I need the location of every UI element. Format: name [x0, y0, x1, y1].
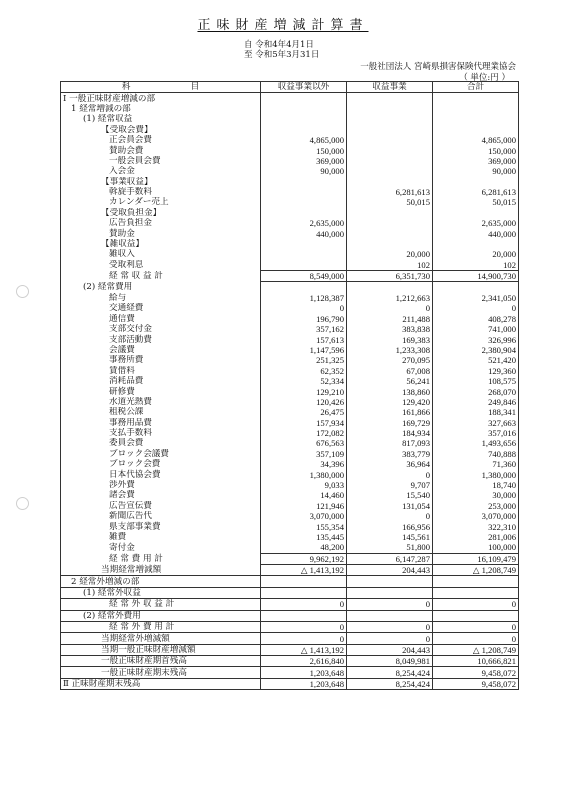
row-label: 一般正味財産期首残高	[61, 656, 261, 667]
value-non-profit	[261, 125, 347, 135]
value-total: 0	[433, 303, 519, 313]
value-profit: 166,956	[347, 521, 433, 531]
row-label: (1) 経常収益	[61, 114, 261, 124]
value-non-profit	[261, 197, 347, 207]
row-label: 水道光熱費	[61, 397, 261, 407]
value-profit	[347, 93, 433, 104]
table-row	[61, 633, 519, 644]
value-non-profit: 369,000	[261, 156, 347, 166]
value-total	[433, 282, 519, 293]
value-non-profit	[261, 208, 347, 218]
value-total: 50,015	[433, 197, 519, 207]
value-total: 30,000	[433, 490, 519, 500]
value-non-profit: 0	[261, 633, 347, 644]
table-row	[61, 532, 519, 542]
value-non-profit	[261, 93, 347, 104]
column-header-non-profit: 収益事業以外	[261, 82, 347, 93]
value-non-profit: 0	[261, 621, 347, 632]
row-label: 給与	[61, 293, 261, 303]
value-total: 327,663	[433, 418, 519, 428]
row-label: 研修費	[61, 386, 261, 396]
value-total: 326,996	[433, 334, 519, 344]
value-total: △ 1,208,749	[433, 564, 519, 575]
table-row	[61, 667, 519, 678]
value-profit: 270,095	[347, 355, 433, 365]
statement-table	[60, 81, 519, 690]
table-row	[61, 187, 519, 197]
table-row	[61, 366, 519, 376]
row-label: 渉外費	[61, 480, 261, 490]
value-total: 740,888	[433, 449, 519, 459]
table-row	[61, 501, 519, 511]
value-total: 2,380,904	[433, 345, 519, 355]
table-row	[61, 208, 519, 218]
value-total: 408,278	[433, 314, 519, 324]
value-non-profit: 0	[261, 599, 347, 610]
row-label: 【事業収益】	[61, 177, 261, 187]
value-non-profit: 150,000	[261, 145, 347, 155]
table-row	[61, 621, 519, 632]
value-total: 2,635,000	[433, 218, 519, 228]
value-profit: 1,233,308	[347, 345, 433, 355]
table-row	[61, 469, 519, 479]
row-label: 賃借料	[61, 366, 261, 376]
value-profit	[347, 145, 433, 155]
table-row	[61, 587, 519, 598]
value-non-profit: △ 1,413,192	[261, 564, 347, 575]
table-row	[61, 125, 519, 135]
value-profit	[347, 114, 433, 124]
value-profit	[347, 177, 433, 187]
value-profit	[347, 135, 433, 145]
value-profit: 204,443	[347, 644, 433, 655]
value-total: 0	[433, 633, 519, 644]
column-header-total: 合計	[433, 82, 519, 93]
table-row	[61, 228, 519, 238]
row-label: 租税公課	[61, 407, 261, 417]
value-total	[433, 610, 519, 621]
table-row	[61, 521, 519, 531]
row-label: 【受取会費】	[61, 125, 261, 135]
value-total: 14,900,730	[433, 271, 519, 282]
row-label: 賛助金	[61, 228, 261, 238]
value-profit: 1,212,663	[347, 293, 433, 303]
value-profit	[347, 239, 433, 249]
value-total: 268,070	[433, 386, 519, 396]
value-profit	[347, 166, 433, 176]
value-profit: 8,049,981	[347, 656, 433, 667]
value-total: 2,341,050	[433, 293, 519, 303]
value-profit: 6,351,730	[347, 271, 433, 282]
column-header-item: 科 目	[61, 82, 261, 93]
period-to: 至 令和5年3月31日	[244, 50, 320, 60]
value-total: 741,000	[433, 324, 519, 334]
value-profit: 0	[347, 469, 433, 479]
table-row	[61, 145, 519, 155]
value-total: 20,000	[433, 249, 519, 259]
value-profit: 67,008	[347, 366, 433, 376]
table-row	[61, 599, 519, 610]
value-total	[433, 177, 519, 187]
value-non-profit: 120,426	[261, 397, 347, 407]
row-label: 経 常 外 収 益 計	[61, 599, 261, 610]
value-profit: 15,540	[347, 490, 433, 500]
value-non-profit	[261, 187, 347, 197]
table-row	[61, 166, 519, 176]
row-label: 消耗品費	[61, 376, 261, 386]
value-total	[433, 93, 519, 104]
value-total: 108,575	[433, 376, 519, 386]
value-profit	[347, 125, 433, 135]
value-profit	[347, 228, 433, 238]
value-non-profit: 135,445	[261, 532, 347, 542]
value-profit: 383,779	[347, 449, 433, 459]
value-non-profit: 1,128,387	[261, 293, 347, 303]
value-non-profit: 9,033	[261, 480, 347, 490]
value-profit: 204,443	[347, 564, 433, 575]
row-label: ブロック会議費	[61, 449, 261, 459]
value-non-profit: △ 1,413,192	[261, 644, 347, 655]
table-row	[61, 418, 519, 428]
row-label: Ⅰ 一般正味財産増減の部	[61, 93, 261, 104]
value-non-profit	[261, 239, 347, 249]
table-row	[61, 459, 519, 469]
table-row	[61, 438, 519, 448]
value-total: 322,310	[433, 521, 519, 531]
table-row	[61, 576, 519, 587]
value-total: 253,000	[433, 501, 519, 511]
value-profit: 161,866	[347, 407, 433, 417]
period-from: 自 令和4年4月1日	[244, 40, 314, 50]
value-profit: 0	[347, 633, 433, 644]
row-label: 入会金	[61, 166, 261, 176]
table-row	[61, 197, 519, 207]
row-label: 寄付金	[61, 542, 261, 553]
value-profit: 20,000	[347, 249, 433, 259]
value-non-profit	[261, 249, 347, 259]
value-total: 6,281,613	[433, 187, 519, 197]
value-non-profit: 9,962,192	[261, 553, 347, 564]
table-row	[61, 239, 519, 249]
table-row	[61, 249, 519, 259]
value-non-profit: 3,070,000	[261, 511, 347, 521]
value-non-profit: 26,475	[261, 407, 347, 417]
table-row	[61, 271, 519, 282]
value-non-profit: 48,200	[261, 542, 347, 553]
value-non-profit: 14,460	[261, 490, 347, 500]
table-row	[61, 303, 519, 313]
table-header-row	[61, 82, 519, 93]
table-row	[61, 93, 519, 104]
table-row	[61, 656, 519, 667]
value-non-profit: 1,147,596	[261, 345, 347, 355]
value-non-profit	[261, 587, 347, 598]
row-label: 斡旋手数料	[61, 187, 261, 197]
value-total	[433, 587, 519, 598]
row-label: 賛助会費	[61, 145, 261, 155]
value-non-profit: 357,109	[261, 449, 347, 459]
value-non-profit: 251,325	[261, 355, 347, 365]
value-non-profit: 1,380,000	[261, 469, 347, 479]
punch-hole-mark	[16, 285, 29, 298]
row-label: 経 常 費 用 計	[61, 553, 261, 564]
value-non-profit	[261, 104, 347, 114]
table-row	[61, 355, 519, 365]
row-label: 当期経常外増減額	[61, 633, 261, 644]
value-profit: 145,561	[347, 532, 433, 542]
value-profit	[347, 282, 433, 293]
row-label: ブロック会費	[61, 459, 261, 469]
value-non-profit: 676,563	[261, 438, 347, 448]
value-non-profit: 52,334	[261, 376, 347, 386]
value-profit: 131,054	[347, 501, 433, 511]
value-non-profit: 8,549,000	[261, 271, 347, 282]
value-profit: 184,934	[347, 428, 433, 438]
value-profit	[347, 610, 433, 621]
table-row	[61, 324, 519, 334]
value-profit	[347, 587, 433, 598]
row-label: Ⅱ 正味財産期末残高	[61, 678, 261, 689]
value-profit: 169,729	[347, 418, 433, 428]
value-total: 90,000	[433, 166, 519, 176]
row-label: 交通経費	[61, 303, 261, 313]
table-row	[61, 542, 519, 553]
table-row	[61, 386, 519, 396]
value-non-profit	[261, 610, 347, 621]
row-label: 広告負担金	[61, 218, 261, 228]
table-row	[61, 480, 519, 490]
value-profit	[347, 104, 433, 114]
value-profit: 0	[347, 511, 433, 521]
row-label: 新聞広告代	[61, 511, 261, 521]
value-profit: 817,093	[347, 438, 433, 448]
row-label: 会議費	[61, 345, 261, 355]
table-row	[61, 428, 519, 438]
row-label: 【受取負担金】	[61, 208, 261, 218]
value-profit: 169,383	[347, 334, 433, 344]
value-profit	[347, 576, 433, 587]
value-non-profit: 62,352	[261, 366, 347, 376]
row-label: 1 経常増減の部	[61, 104, 261, 114]
value-profit: 0	[347, 621, 433, 632]
table-row	[61, 345, 519, 355]
value-non-profit: 1,203,648	[261, 678, 347, 689]
row-label: 【雑収益】	[61, 239, 261, 249]
value-total: 18,740	[433, 480, 519, 490]
value-non-profit: 440,000	[261, 228, 347, 238]
table-row	[61, 114, 519, 124]
row-label: 正会員会費	[61, 135, 261, 145]
value-profit: 8,254,424	[347, 678, 433, 689]
value-total: 102	[433, 260, 519, 271]
table-row	[61, 553, 519, 564]
value-profit: 102	[347, 260, 433, 271]
row-label: 経 常 収 益 計	[61, 271, 261, 282]
value-non-profit: 129,210	[261, 386, 347, 396]
value-profit	[347, 156, 433, 166]
value-total	[433, 239, 519, 249]
table-row	[61, 397, 519, 407]
row-label: 2 経常外増減の部	[61, 576, 261, 587]
table-row	[61, 218, 519, 228]
value-non-profit: 1,203,648	[261, 667, 347, 678]
value-non-profit: 157,613	[261, 334, 347, 344]
value-total: 9,458,072	[433, 667, 519, 678]
value-profit: 211,488	[347, 314, 433, 324]
row-label: 支払手数料	[61, 428, 261, 438]
table-row	[61, 407, 519, 417]
value-total	[433, 104, 519, 114]
row-label: 当期経常増減額	[61, 564, 261, 575]
value-profit: 0	[347, 303, 433, 313]
value-non-profit	[261, 114, 347, 124]
value-profit: 138,860	[347, 386, 433, 396]
value-non-profit: 121,946	[261, 501, 347, 511]
value-total: 369,000	[433, 156, 519, 166]
value-non-profit: 90,000	[261, 166, 347, 176]
table-row	[61, 334, 519, 344]
table-row	[61, 104, 519, 114]
value-non-profit	[261, 260, 347, 271]
row-label: 諸会費	[61, 490, 261, 500]
punch-hole-mark	[16, 497, 29, 510]
table-row	[61, 376, 519, 386]
value-profit: 6,281,613	[347, 187, 433, 197]
document-title-text: 正味財産増減計算書	[197, 18, 369, 33]
value-total: 129,360	[433, 366, 519, 376]
value-non-profit: 4,865,000	[261, 135, 347, 145]
value-total	[433, 576, 519, 587]
row-label: 雑収入	[61, 249, 261, 259]
value-profit: 6,147,287	[347, 553, 433, 564]
value-total: 357,016	[433, 428, 519, 438]
value-profit: 56,241	[347, 376, 433, 386]
value-profit: 36,964	[347, 459, 433, 469]
value-total: 0	[433, 599, 519, 610]
value-profit	[347, 208, 433, 218]
row-label: 雑費	[61, 532, 261, 542]
value-total: 9,458,072	[433, 678, 519, 689]
organization-name: 一般社団法人 宮崎県損害保険代理業協会	[360, 62, 516, 72]
value-profit: 50,015	[347, 197, 433, 207]
value-total: 1,493,656	[433, 438, 519, 448]
value-total: 281,006	[433, 532, 519, 542]
table-row	[61, 293, 519, 303]
value-non-profit	[261, 177, 347, 187]
value-total: 249,846	[433, 397, 519, 407]
row-label: 広告宣伝費	[61, 501, 261, 511]
table-row	[61, 564, 519, 575]
unit-label: （ 単位:円 ）	[459, 73, 510, 83]
value-total: △ 1,208,749	[433, 644, 519, 655]
table-row	[61, 490, 519, 500]
value-total: 10,666,821	[433, 656, 519, 667]
value-total	[433, 208, 519, 218]
value-total: 71,360	[433, 459, 519, 469]
table-row	[61, 511, 519, 521]
value-total: 16,109,479	[433, 553, 519, 564]
value-non-profit: 172,082	[261, 428, 347, 438]
table-row	[61, 610, 519, 621]
column-header-profit: 収益事業	[347, 82, 433, 93]
row-label: (2) 経常費用	[61, 282, 261, 293]
row-label: 当期一般正味財産増減額	[61, 644, 261, 655]
value-non-profit: 157,934	[261, 418, 347, 428]
value-non-profit: 0	[261, 303, 347, 313]
value-profit: 383,838	[347, 324, 433, 334]
value-non-profit: 34,396	[261, 459, 347, 469]
value-profit: 9,707	[347, 480, 433, 490]
value-total	[433, 125, 519, 135]
row-label: 委員会費	[61, 438, 261, 448]
value-total	[433, 114, 519, 124]
row-label: (2) 経常外費用	[61, 610, 261, 621]
value-total: 3,070,000	[433, 511, 519, 521]
table-row	[61, 177, 519, 187]
document-title	[0, 14, 566, 33]
table-row	[61, 678, 519, 689]
table-row	[61, 314, 519, 324]
value-total: 521,420	[433, 355, 519, 365]
value-profit	[347, 218, 433, 228]
value-total: 150,000	[433, 145, 519, 155]
row-label: 支部交付金	[61, 324, 261, 334]
value-total: 188,341	[433, 407, 519, 417]
value-total: 440,000	[433, 228, 519, 238]
row-label: 事務用品費	[61, 418, 261, 428]
row-label: カレンダー売上	[61, 197, 261, 207]
row-label: 県支部事業費	[61, 521, 261, 531]
row-label: 経 常 外 費 用 計	[61, 621, 261, 632]
value-non-profit: 2,635,000	[261, 218, 347, 228]
table-row	[61, 135, 519, 145]
row-label: 事務所費	[61, 355, 261, 365]
table-row	[61, 260, 519, 271]
value-profit: 129,420	[347, 397, 433, 407]
value-non-profit: 357,162	[261, 324, 347, 334]
table-row	[61, 156, 519, 166]
value-profit: 51,800	[347, 542, 433, 553]
row-label: 一般正味財産期末残高	[61, 667, 261, 678]
value-non-profit: 155,354	[261, 521, 347, 531]
row-label: 日本代協会費	[61, 469, 261, 479]
row-label: (1) 経常外収益	[61, 587, 261, 598]
value-total: 100,000	[433, 542, 519, 553]
value-non-profit	[261, 282, 347, 293]
value-total: 0	[433, 621, 519, 632]
value-total: 1,380,000	[433, 469, 519, 479]
value-profit: 8,254,424	[347, 667, 433, 678]
value-non-profit: 196,790	[261, 314, 347, 324]
row-label: 支部活動費	[61, 334, 261, 344]
table-row	[61, 282, 519, 293]
row-label: 受取利息	[61, 260, 261, 271]
value-non-profit: 2,616,840	[261, 656, 347, 667]
row-label: 一般会員会費	[61, 156, 261, 166]
row-label: 通信費	[61, 314, 261, 324]
table-row	[61, 449, 519, 459]
value-profit: 0	[347, 599, 433, 610]
value-non-profit	[261, 576, 347, 587]
table-row	[61, 644, 519, 655]
value-total: 4,865,000	[433, 135, 519, 145]
